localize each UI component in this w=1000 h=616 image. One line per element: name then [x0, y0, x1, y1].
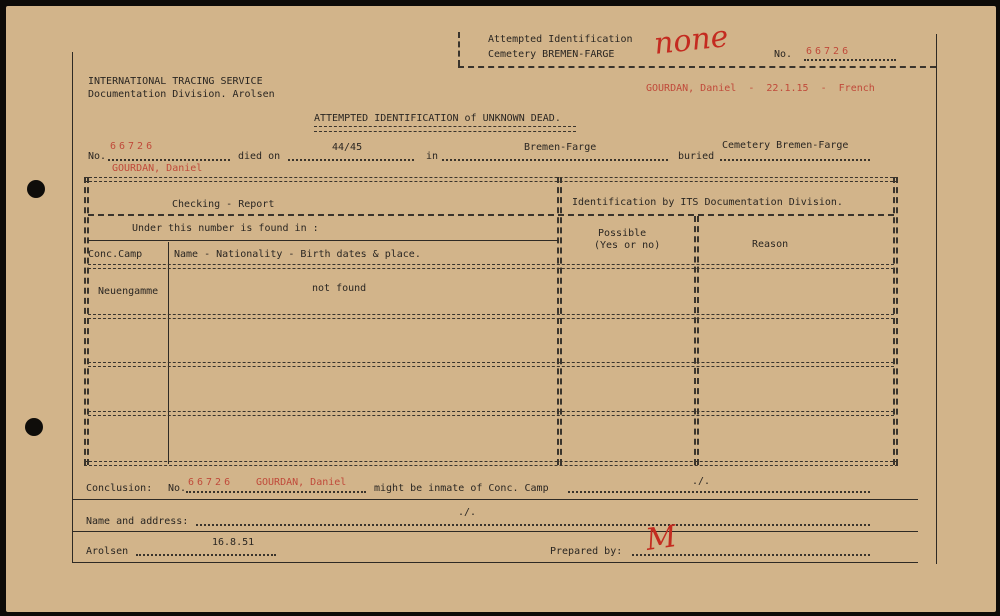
row-camp-value: Neuengamme	[98, 286, 159, 297]
conclusion-no-value: 66726	[188, 477, 234, 488]
row-divider-1	[88, 314, 894, 319]
name-address-label: Name and address:	[86, 516, 189, 527]
conclusion-label: Conclusion:	[86, 483, 153, 494]
table-left-border	[84, 177, 86, 465]
date-dots	[136, 554, 276, 556]
identification-header: Identification by ITS Documentation Division.	[572, 197, 843, 208]
buried-label: buried	[678, 151, 715, 162]
died-on-label: died on	[238, 151, 281, 162]
row-divider-2	[88, 362, 894, 367]
bottom-rule	[72, 562, 918, 563]
in-label: in	[426, 151, 439, 162]
table-left-border-inner	[87, 177, 89, 465]
name-nationality-header: Name - Nationality - Birth dates & place.	[174, 249, 421, 260]
top-box-bottom-border	[458, 66, 936, 68]
title-underline	[314, 126, 576, 132]
divider-possible-reason-inner	[697, 216, 699, 465]
reason-header: Reason	[752, 239, 789, 250]
date-value: 16.8.51	[212, 537, 255, 548]
conclusion-name: GOURDAN, Daniel	[256, 477, 347, 488]
record-name: GOURDAN, Daniel	[112, 163, 203, 174]
divider-possible-reason	[694, 216, 696, 465]
under-number-label: Under this number is found in :	[132, 223, 319, 234]
divider-camp-name	[168, 242, 169, 464]
inmate-text: might be inmate of Conc. Camp	[374, 483, 549, 494]
yes-no-label: (Yes or no)	[594, 240, 661, 251]
row-divider-3	[88, 411, 894, 416]
divider-report-identification-inner	[560, 177, 562, 465]
buried-dots	[720, 159, 870, 161]
org-line-1: INTERNATIONAL TRACING SERVICE	[88, 76, 263, 87]
org-line-2: Documentation Division. Arolsen	[88, 89, 275, 100]
person-line: GOURDAN, Daniel - 22.1.15 - French	[646, 83, 875, 94]
possible-label: Possible	[598, 228, 647, 239]
card-right-rule	[936, 34, 937, 564]
top-box-left-border	[458, 32, 460, 66]
top-no-label: No.	[774, 49, 793, 60]
conclusion-no-label: No.	[168, 483, 187, 494]
prepared-dots	[632, 554, 870, 556]
table-top-border	[84, 177, 898, 182]
column-header-divider	[88, 264, 894, 269]
punch-hole	[27, 180, 45, 198]
prepared-by-label: Prepared by:	[550, 546, 623, 557]
record-no-dots	[108, 159, 230, 161]
conclusion-rule	[72, 499, 918, 500]
table-right-border	[893, 177, 895, 465]
camp-dots	[568, 491, 870, 493]
record-no-value: 66726	[110, 141, 156, 152]
died-on-dots	[288, 159, 414, 161]
camp-value: ./.	[692, 476, 711, 487]
top-no-value: 66726	[806, 46, 852, 57]
punch-hole	[25, 418, 43, 436]
form-title: ATTEMPTED IDENTIFICATION of UNKNOWN DEAD.	[314, 113, 561, 124]
cemetery-label: Cemetery BREMEN-FARGE	[488, 49, 615, 60]
header-row-divider	[88, 214, 894, 216]
divider-report-identification	[557, 177, 559, 465]
arolsen-label: Arolsen	[86, 546, 129, 557]
prepared-signature: M	[643, 519, 679, 558]
index-card	[6, 6, 996, 612]
table-right-border-inner	[896, 177, 898, 465]
table-bottom-border	[84, 461, 898, 466]
name-address-rule	[72, 531, 918, 532]
conclusion-name-dots	[186, 491, 366, 493]
name-address-dots	[196, 524, 870, 526]
handwritten-none: none	[652, 19, 731, 62]
in-value: Bremen-Farge	[524, 142, 597, 153]
attempted-identification-label: Attempted Identification	[488, 34, 633, 45]
in-dots	[442, 159, 668, 161]
checking-report-header: Checking - Report	[172, 199, 275, 210]
record-no-label: No.	[88, 151, 107, 162]
card-left-rule	[72, 52, 73, 562]
name-address-value: ./.	[458, 507, 477, 518]
died-on-value: 44/45	[332, 142, 363, 153]
subheader-divider	[88, 240, 558, 241]
row-result-value: not found	[312, 283, 367, 294]
buried-value: Cemetery Bremen-Farge	[722, 140, 849, 151]
top-no-dots	[804, 59, 896, 61]
conc-camp-header: Conc.Camp	[88, 249, 143, 260]
